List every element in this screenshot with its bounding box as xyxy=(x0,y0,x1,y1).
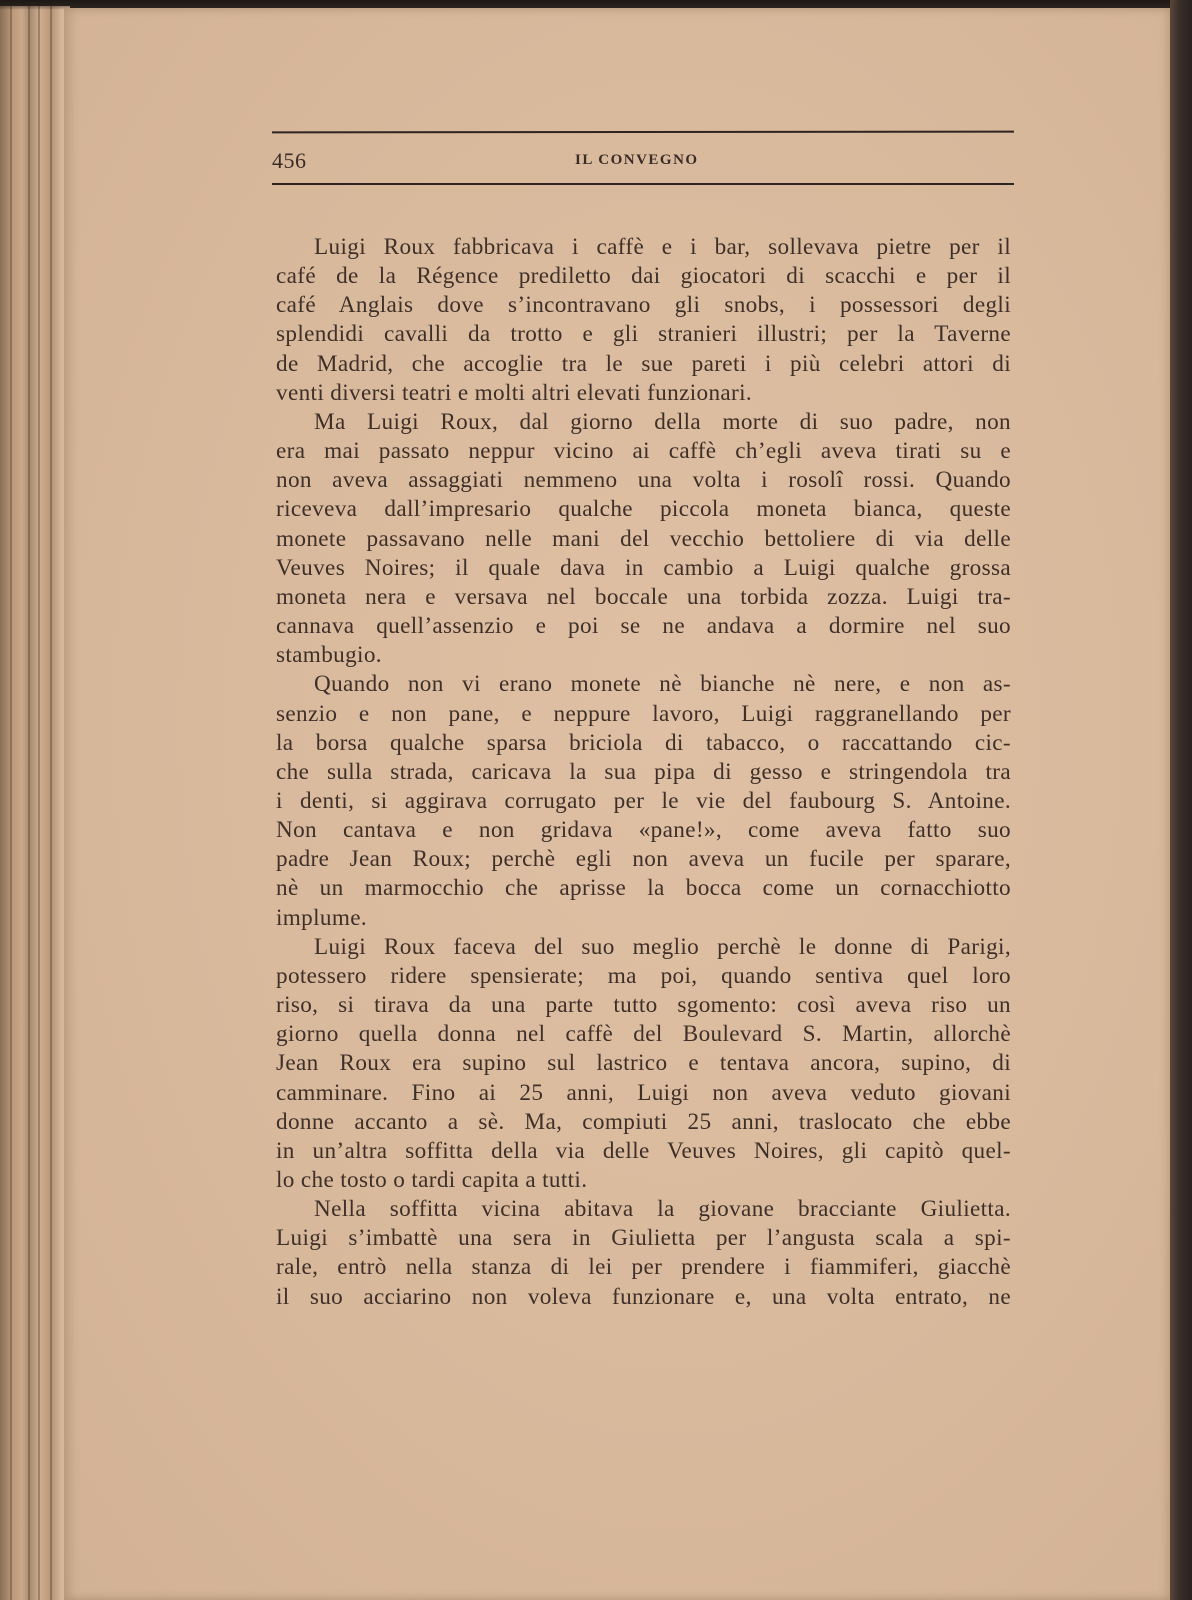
paragraph xyxy=(276,408,1011,670)
text-line: venti diversi teatri e molti altri elevati funzionari. xyxy=(276,379,753,406)
text-line: la borsa qualche sparsa briciola di tabacco, o raccattando cic- xyxy=(276,729,1011,756)
text-line: lo che tosto o tardi capita a tutti. xyxy=(276,1167,588,1193)
paragraph xyxy=(276,1195,1011,1312)
text-line: in un’altra soffitta della via delle Veuves Noires, gli capitò quel- xyxy=(276,1137,1011,1164)
text-line: potessero ridere spensierate; ma poi, quando sentiva quel loro xyxy=(276,962,1011,989)
text-line: i denti, si aggirava corrugato per le vie del faubourg S. Antoine. xyxy=(276,787,1011,814)
paragraph xyxy=(276,670,1011,932)
paragraph xyxy=(276,933,1011,1195)
text-line: padre Jean Roux; perchè egli non aveva un fucile per sparare, xyxy=(276,846,1011,873)
running-head: IL CONVEGNO xyxy=(575,152,699,168)
text-line: Luigi s’imbattè una sera in Giulietta per l’angusta scala a spi- xyxy=(276,1225,1011,1252)
page-edge-line xyxy=(50,6,52,1600)
text-line: monete passavano nelle mani del vecchio bettoliere di via delle xyxy=(276,525,1011,552)
text-line: camminare. Fino ai 25 anni, Luigi non aveva veduto giovani xyxy=(276,1079,1011,1106)
text-line: rale, entrò nella stanza di lei per prendere i fiammiferi, giacchè xyxy=(276,1254,1011,1281)
page-edge-line xyxy=(28,6,30,1600)
page-number: 456 xyxy=(272,148,307,173)
text-line: riceveva dall’impresario qualche piccola moneta bianca, queste xyxy=(276,496,1011,523)
text-line: Quando non vi erano monete nè bianche nè nere, e non as- xyxy=(314,671,1011,698)
text-line: non aveva assaggiati nemmeno una volta i rosolî rossi. Quando xyxy=(276,467,1011,494)
text-line: che sulla strada, caricava la sua pipa di gesso e stringendola tra xyxy=(276,758,1011,785)
text-line: moneta nera e versava nel boccale una torbida zozza. Luigi tra- xyxy=(276,583,1011,610)
text-line: Jean Roux era supino sul lastrico e tentava ancora, supino, di xyxy=(276,1050,1011,1077)
text-line: implume. xyxy=(276,904,368,931)
text-line: café de la Régence prediletto dai giocatori di scacchi e per il xyxy=(276,263,1011,290)
text-line: de Madrid, che accoglie tra le sue pareti i più celebri attori di xyxy=(276,350,1011,377)
text-line: stambugio. xyxy=(276,642,382,669)
text-line: nè un marmocchio che aprisse la bocca come un cornacchiotto xyxy=(276,875,1011,902)
text-line: il suo acciarino non voleva funzionare e, una volta entrato, ne xyxy=(276,1283,1011,1310)
binding-edge xyxy=(1170,0,1192,1600)
text-line: donne accanto a sè. Ma, compiuti 25 anni, traslocato che ebbe xyxy=(276,1108,1011,1135)
text-line: Ma Luigi Roux, dal giorno della morte di suo padre, non xyxy=(314,408,1011,435)
text-line: splendidi cavalli da trotto e gli stranieri illustri; per la Taverne xyxy=(276,321,1011,348)
text-line: giorno quella donna nel caffè del Boulevard S. Martin, allorchè xyxy=(276,1021,1011,1048)
text-line: café Anglais dove s’incontravano gli snobs, i possessori degli xyxy=(276,292,1011,319)
text-line: era mai passato neppur vicino ai caffè ch’egli aveva tirati su e xyxy=(276,438,1011,465)
text-line: Non cantava e non gridava «pane!», come aveva fatto suo xyxy=(276,817,1011,844)
paragraph xyxy=(276,233,1011,408)
text-line: Luigi Roux faceva del suo meglio perchè le donne di Parigi, xyxy=(314,933,1011,960)
page-edge-line xyxy=(10,6,12,1600)
text-line: Veuves Noires; il quale dava in cambio a Luigi qualche grossa xyxy=(276,554,1011,581)
text-line: cannava quell’assenzio e poi se ne andava a dormire nel suo xyxy=(276,613,1011,640)
page-stack-edge xyxy=(0,6,70,1600)
text-line: Nella soffitta vicina abitava la giovane bracciante Giulietta. xyxy=(314,1196,1011,1223)
text-line: Luigi Roux fabbricava i caffè e i bar, sollevava pietre per il xyxy=(314,234,1011,260)
body-text xyxy=(276,233,1011,1312)
header-rule-bottom xyxy=(272,183,1014,185)
page-edge-line xyxy=(38,6,40,1600)
text-line: senzio e non pane, e neppure lavoro, Luigi raggranellando per xyxy=(276,700,1011,727)
text-line: riso, si tirava da una parte tutto sgomento: così aveva riso un xyxy=(276,992,1011,1019)
